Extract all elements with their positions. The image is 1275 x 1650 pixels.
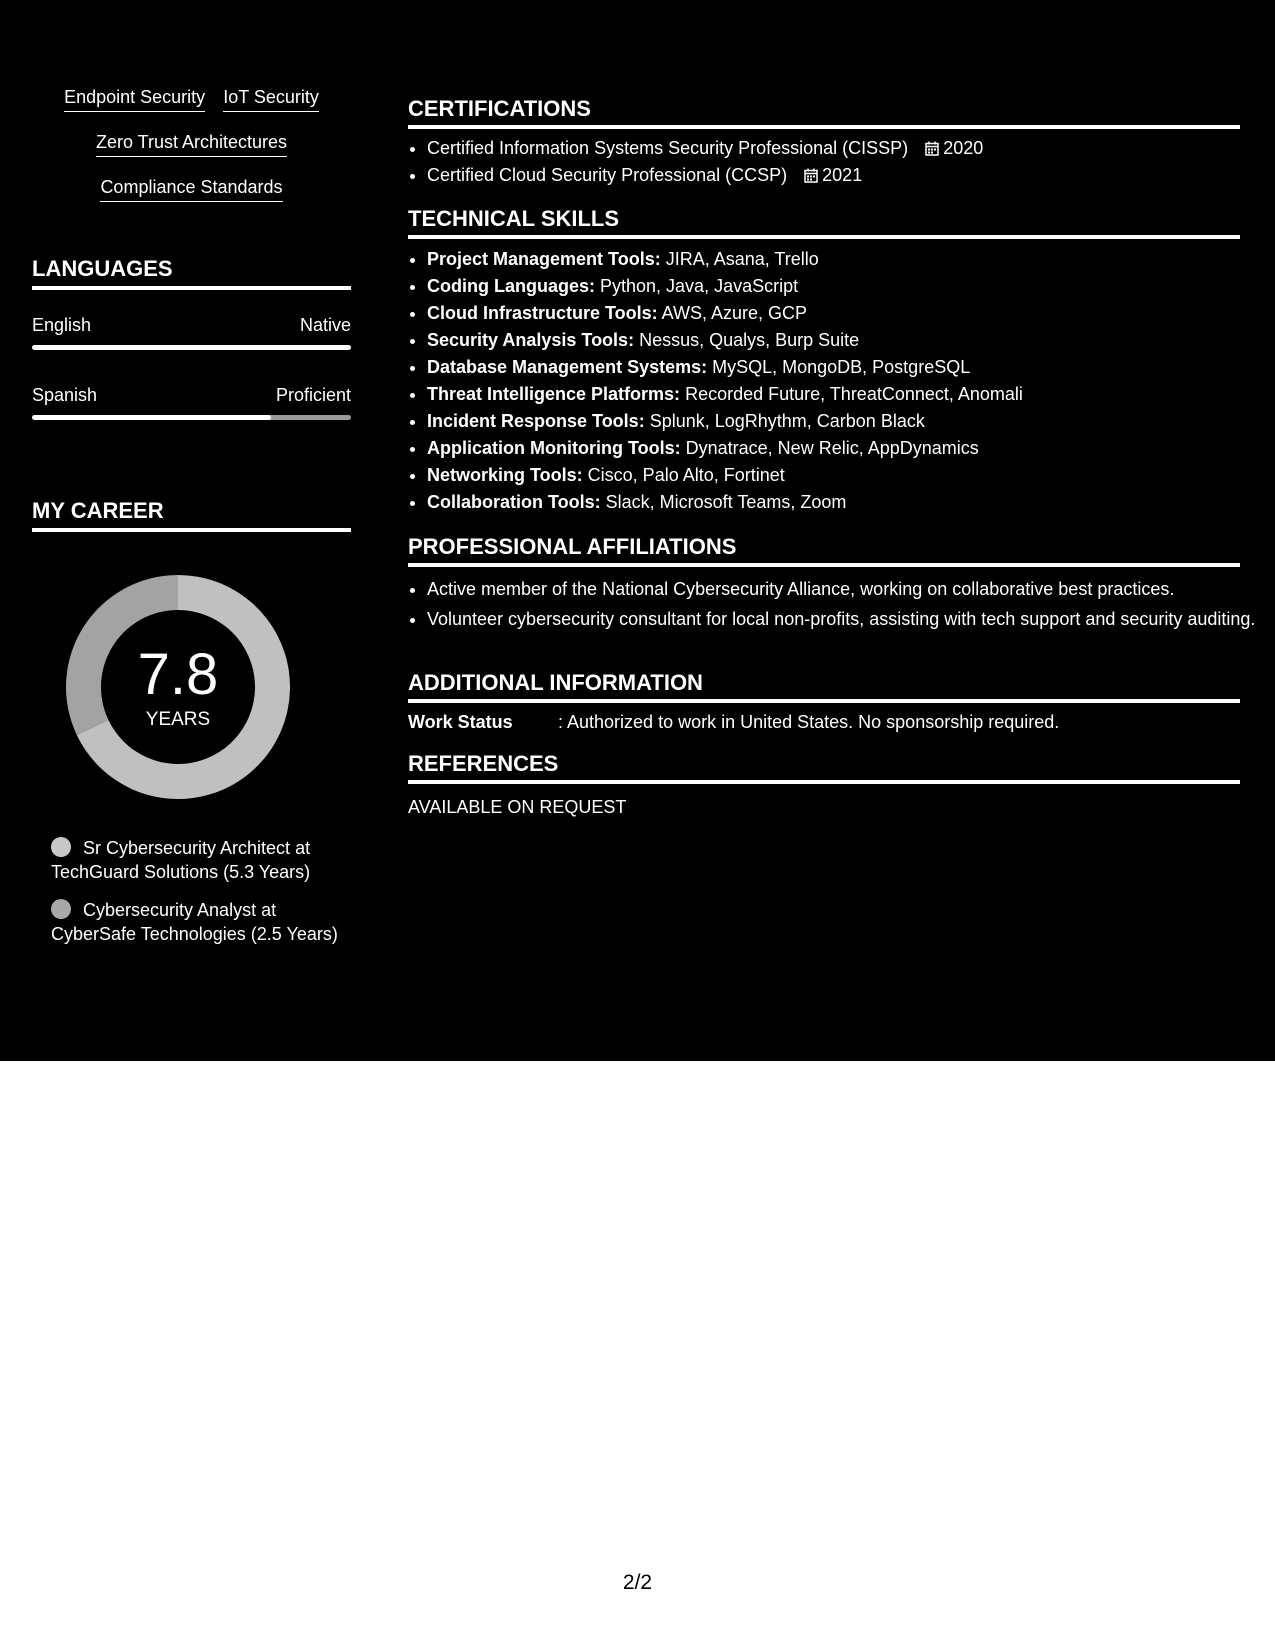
language-english: [32, 314, 351, 350]
skill-item: [427, 489, 1259, 516]
tag-row: [32, 176, 351, 221]
tag-row: [32, 86, 351, 131]
calendar-icon: [925, 141, 939, 156]
career-job: [51, 836, 341, 884]
skill-item: [427, 273, 1259, 300]
affiliations-list: [408, 576, 1259, 636]
tag-row: [32, 131, 351, 176]
language-level: Proficient: [275, 385, 351, 405]
skill-value: Splunk, LogRhythm, Carbon Black: [644, 411, 925, 431]
technical-skills-title: TECHNICAL SKILLS: [408, 206, 1240, 239]
skill-item: [427, 246, 1259, 273]
affiliations-title: PROFESSIONAL AFFILIATIONS: [408, 534, 1240, 567]
certification-item: [427, 135, 1259, 162]
legend-dot: [51, 899, 71, 919]
skill-value: Nessus, Qualys, Burp Suite: [634, 330, 860, 350]
skill-value: JIRA, Asana, Trello: [660, 249, 819, 269]
languages-title: LANGUAGES: [32, 256, 351, 290]
skill-label: Database Management Systems:: [427, 357, 708, 377]
skill-value: Python, Java, JavaScript: [595, 276, 799, 296]
tag-compliance-standards: Compliance Standards: [100, 176, 282, 202]
page-number: 2/2: [622, 1571, 653, 1594]
certification-name: Certified Cloud Security Professional (CCSP): [427, 165, 788, 185]
skill-label: Networking Tools:: [427, 465, 583, 485]
work-status-row: [408, 710, 1059, 734]
career-job-text: Cybersecurity Analyst at CyberSafe Technologies (2.5 Years): [51, 900, 338, 944]
language-bar-fill: [32, 415, 271, 420]
certifications-list: [408, 135, 1259, 189]
skill-label: Project Management Tools:: [427, 249, 661, 269]
technical-skills-list: [408, 246, 1259, 516]
tag-iot-security: IoT Security: [223, 86, 319, 112]
language-bar-fill: [32, 345, 351, 350]
career-title: MY CAREER: [32, 498, 351, 532]
skill-label: Threat Intelligence Platforms:: [427, 384, 681, 404]
affiliation-item: • Volunteer cybersecurity consultant for local non-profits, assisting with tech support and security auditing.: [427, 606, 1259, 633]
career-jobs: [51, 836, 341, 960]
skill-item: [427, 354, 1259, 381]
skill-item: [427, 408, 1259, 435]
tag-zero-trust: Zero Trust Architectures: [96, 131, 287, 157]
career-unit: YEARS: [145, 709, 211, 730]
skill-value: Slack, Microsoft Teams, Zoom: [600, 492, 847, 512]
references-title: REFERENCES: [408, 751, 1240, 784]
skill-label: Cloud Infrastructure Tools:: [427, 303, 658, 323]
language-name: Spanish: [32, 385, 98, 405]
skill-value: Recorded Future, ThreatConnect, Anomali: [680, 384, 1023, 404]
skill-value: AWS, Azure, GCP: [657, 303, 808, 323]
career-total-years: 7.8: [137, 642, 219, 707]
skill-label: Application Monitoring Tools:: [427, 438, 681, 458]
skill-label: Incident Response Tools:: [427, 411, 645, 431]
certifications-title: CERTIFICATIONS: [408, 96, 1240, 129]
career-job: [51, 898, 341, 946]
skill-item: [427, 327, 1259, 354]
language-bar: [32, 415, 351, 420]
skill-item: [427, 462, 1259, 489]
language-bar: [32, 345, 351, 350]
additional-info-title: ADDITIONAL INFORMATION: [408, 670, 1240, 703]
affiliation-item: • Active member of the National Cybersecurity Alliance, working on collaborative best practices.: [427, 576, 1259, 603]
skill-item: [427, 381, 1259, 408]
career-job-text: Sr Cybersecurity Architect at TechGuard Solutions (5.3 Years): [51, 838, 311, 882]
certification-year: 2021: [822, 165, 863, 185]
references-text: AVAILABLE ON REQUEST: [408, 797, 627, 817]
certification-year: 2020: [943, 138, 984, 158]
certification-name: Certified Information Systems Security Professional (CISSP): [427, 138, 909, 158]
work-status-value: : Authorized to work in United States. No sponsorship required.: [558, 712, 1060, 732]
language-name: English: [32, 315, 92, 335]
certification-item: [427, 162, 1259, 189]
skill-label: Security Analysis Tools:: [427, 330, 635, 350]
skill-label: Collaboration Tools:: [427, 492, 601, 512]
skill-value: Dynatrace, New Relic, AppDynamics: [680, 438, 979, 458]
skill-tags: [32, 86, 351, 221]
work-status-label: Work Status: [408, 712, 513, 732]
skill-label: Coding Languages:: [427, 276, 595, 296]
skill-item: [427, 300, 1259, 327]
legend-dot: [51, 837, 71, 857]
calendar-icon: [804, 168, 818, 183]
language-spanish: [32, 384, 351, 420]
skill-value: Cisco, Palo Alto, Fortinet: [582, 465, 785, 485]
skill-value: MySQL, MongoDB, PostgreSQL: [707, 357, 971, 377]
skill-item: [427, 435, 1259, 462]
language-level: Native: [299, 315, 351, 335]
tag-endpoint-security: Endpoint Security: [64, 86, 205, 112]
